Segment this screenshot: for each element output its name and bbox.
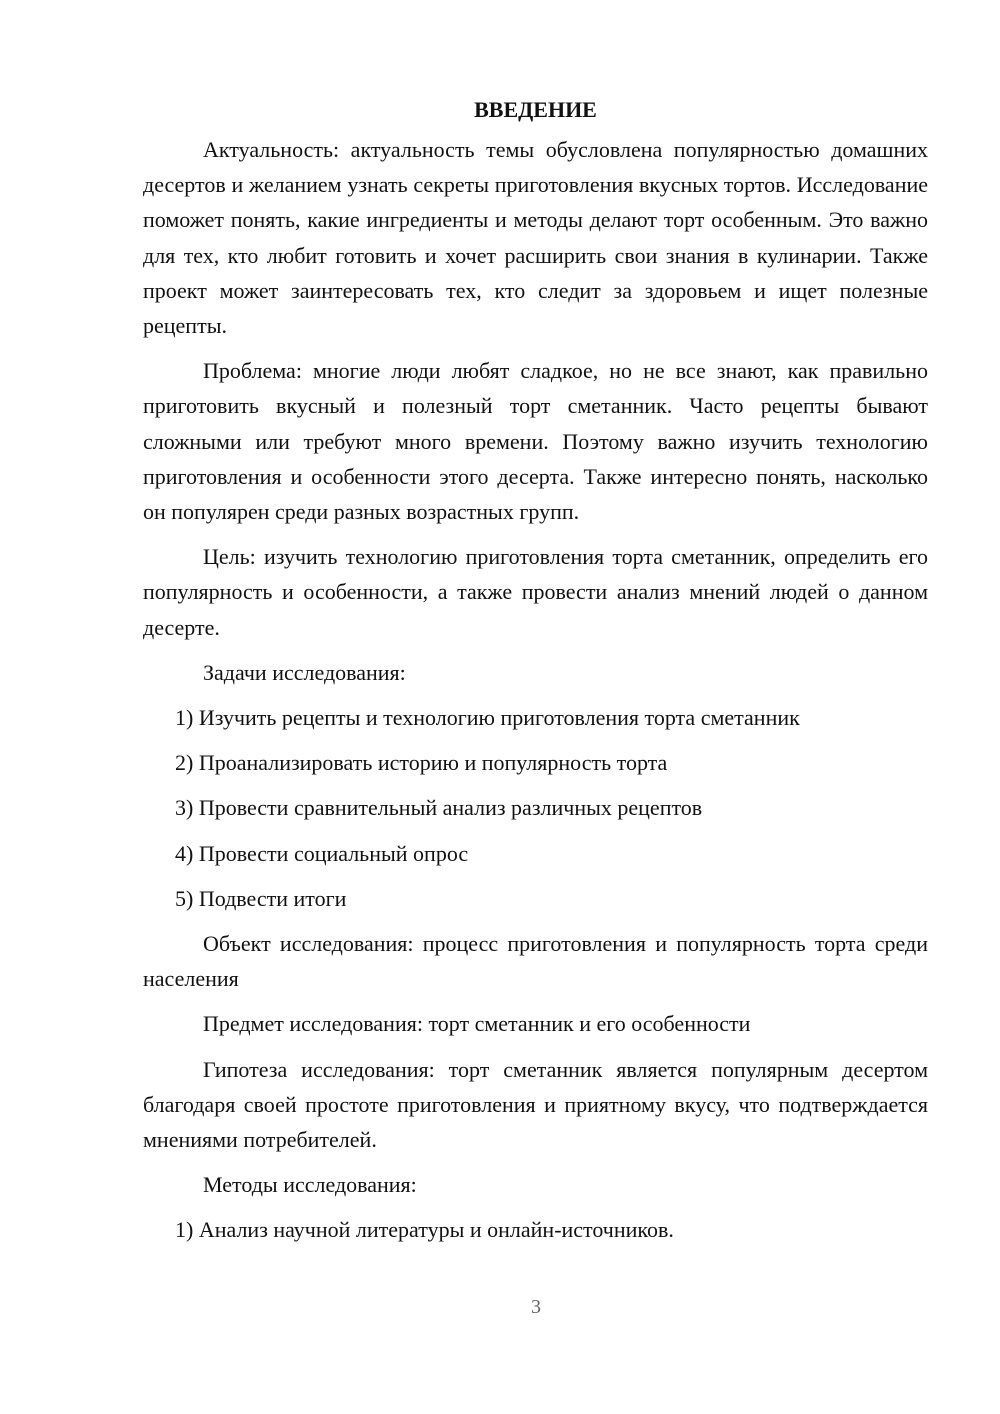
list-item: 1) Анализ научной литературы и онлайн-источников. bbox=[175, 1217, 674, 1243]
relevance-paragraph: Актуальность: актуальность темы обусловлена популярностью домашних десертов и желанием узнать секреты приготовления вкусных тортов. Исследование поможет понять, какие ингредиенты и методы делают торт особенным. Это важно для тех, кто любит готовить и хочет расширить свои знания в кулинарии. Также проект может заинтересовать тех, кто следит за здоровьем и ищет полезные рецепты. bbox=[143, 137, 928, 339]
object-paragraph: Объект исследования: процесс приготовления и популярность торта среди населения bbox=[143, 931, 928, 992]
list-item: 5) Подвести итоги bbox=[175, 885, 347, 911]
tasks-list bbox=[143, 700, 928, 916]
list-item: 4) Провести социальный опрос bbox=[175, 840, 469, 866]
page-number: 3 bbox=[531, 1296, 541, 1318]
methods-heading: Методы исследования: bbox=[203, 1172, 417, 1198]
list-item: 2) Проанализировать историю и популярность торта bbox=[175, 750, 668, 776]
list-item: 1) Изучить рецепты и технологию приготовления торта сметанник bbox=[175, 705, 800, 731]
tasks-heading: Задачи исследования: bbox=[203, 659, 406, 685]
subject-paragraph: Предмет исследования: торт сметанник и его особенности bbox=[203, 1011, 751, 1037]
section-title: ВВЕДЕНИЕ bbox=[474, 97, 597, 122]
hypothesis-paragraph: Гипотеза исследования: торт сметанник является популярным десертом благодаря своей простоте приготовления и приятному вкусу, что подтверждается мнениями потребителей. bbox=[143, 1056, 928, 1153]
document-page bbox=[143, 92, 928, 1258]
list-item: 3) Провести сравнительный анализ различных рецептов bbox=[175, 795, 703, 821]
goal-paragraph: Цель: изучить технологию приготовления торта сметанник, определить его популярность и особенности, а также провести анализ мнений людей о данном десерте. bbox=[143, 544, 928, 640]
problem-paragraph: Проблема: многие люди любят сладкое, но не все знают, как правильно приготовить вкусный и полезный торт сметанник. Часто рецепты бывают сложными или требуют много времени. Поэтому важно изучить технологию приготовления и особенности этого десерта. Также интересно понять, насколько он популярен среди разных возрастных групп. bbox=[143, 358, 928, 525]
methods-list bbox=[143, 1212, 928, 1247]
